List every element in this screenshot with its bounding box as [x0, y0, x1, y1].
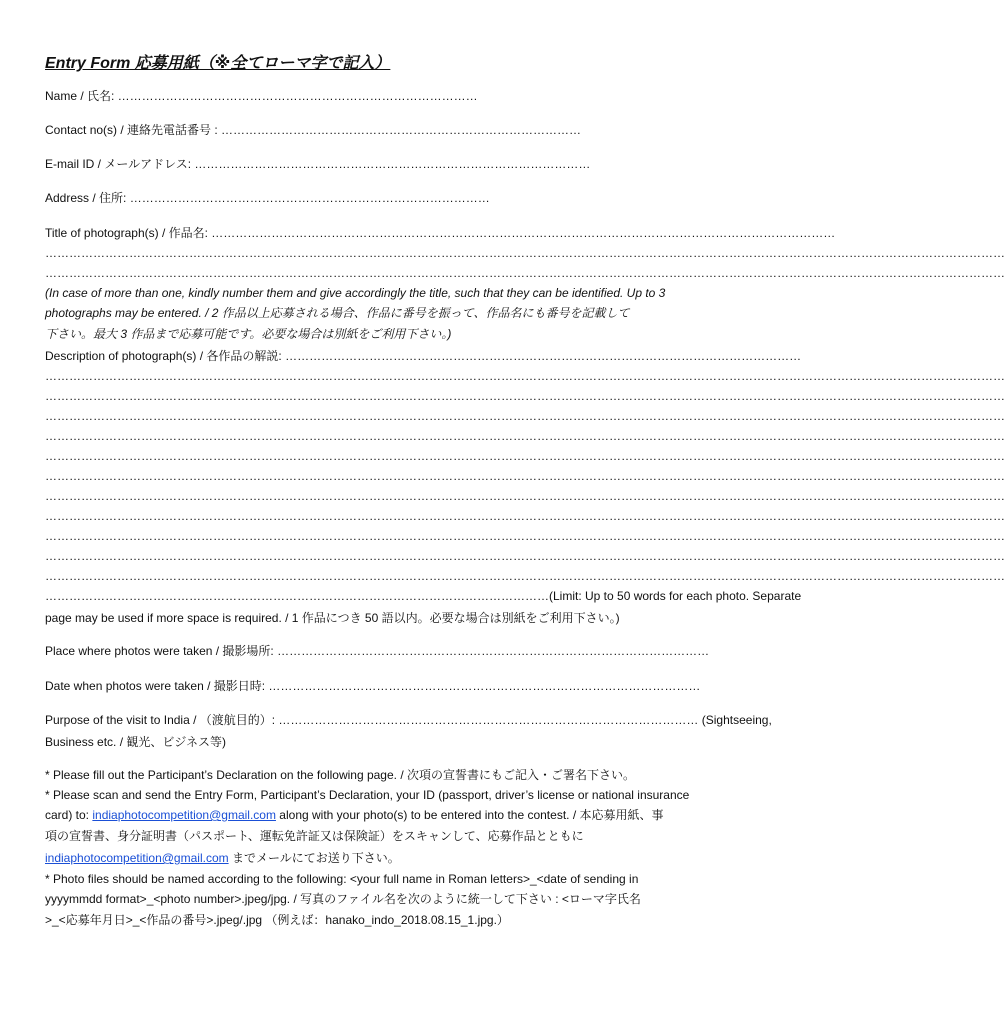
- place-field[interactable]: Place where photos were taken / 撮影場所: ………………………………………………………………………………………………: [45, 644, 710, 658]
- note-filename-line3: >_<応募年月日>_<作品の番号>.jpeg/.jpg （例えば：hanako_indo_2018.08.15_1.jpg.）: [45, 913, 509, 927]
- title-note-line3: 下さい。最大 3 作品まで応募可能です。必要な場合は別紙をご利用下さい。): [45, 327, 452, 341]
- note-declaration: * Please fill out the Participant’s Declaration on the following page. / 次項の宣誓書にもご記入・ご署名下さい。: [45, 768, 635, 782]
- note-scan-post: along with your photo(s) to be entered into the contest. / 本応募用紙、事: [275, 808, 664, 822]
- contact-field[interactable]: Contact no(s) / 連絡先電話番号 : ………………………………………………………………………………: [45, 123, 582, 137]
- form-title: Entry Form 応募用紙（※全てローマ字で記入）: [45, 55, 391, 72]
- email-link[interactable]: indiaphotocompetition@gmail.com: [92, 808, 276, 822]
- dotted-line[interactable]: ……………………………………………………………………………………………………………………………………………………………………………………………………………………: [45, 369, 1005, 383]
- limit-note-line2: page may be used if more space is required. / 1 作品につき 50 語以内。必要な場合は別紙をご利用下さい。): [45, 611, 620, 625]
- email-field[interactable]: E-mail ID / メールアドレス: ………………………………………………………………………………………: [45, 157, 591, 171]
- dotted-line[interactable]: ……………………………………………………………………………………………………………………………………………………………………………………………………………………: [45, 509, 1005, 523]
- dotted-line[interactable]: ……………………………………………………………………………………………………………………………………………………………………………………………………………………: [45, 569, 1005, 583]
- dotted-line[interactable]: ……………………………………………………………………………………………………………………………………………………………………………………………………………………: [45, 489, 1005, 503]
- purpose-field-line2: Business etc. / 観光、ビジネス等): [45, 735, 227, 749]
- dotted-line[interactable]: ……………………………………………………………………………………………………………………………………………………………………………………………………………………: [45, 429, 1005, 443]
- title-note-line2: photographs may be entered. / 2 作品以上応募される場合、作品に番号を振って、作品名にも番号を記載して: [45, 306, 630, 320]
- dotted-line[interactable]: ……………………………………………………………………………………………………………………………………………………………………………………………………………………: [45, 409, 1005, 423]
- dotted-line[interactable]: ……………………………………………………………………………………………………………………………………………………………………………………………………………………: [45, 266, 1005, 280]
- description-field[interactable]: Description of photograph(s) / 各作品の解説: …………………………………………………………………………………………………………………: [45, 349, 802, 363]
- dotted-line[interactable]: ……………………………………………………………………………………………………………………………………………………………………………………………………………………: [45, 469, 1005, 483]
- dotted-line[interactable]: ……………………………………………………………………………………………………………………………………………………………………………………………………………………: [45, 389, 1005, 403]
- note-scan-line1: * Please scan and send the Entry Form, Participant’s Declaration, your ID (passport, driver’s license or national insurance: [45, 788, 690, 802]
- purpose-field-line1[interactable]: Purpose of the visit to India / （渡航目的）: …………………………………………………………………………………………… (Sightseeing,: [45, 713, 772, 727]
- date-field[interactable]: Date when photos were taken / 撮影日時: ………………………………………………………………………………………………: [45, 679, 701, 693]
- dotted-line[interactable]: ……………………………………………………………………………………………………………………………………………………………………………………………………………………: [45, 529, 1005, 543]
- photo-title-field[interactable]: Title of photograph(s) / 作品名: …………………………………………………………………………………………………………………………………………: [45, 226, 836, 240]
- note-scan-line3: 項の宣誓書、身分証明書（パスポート、運転免許証又は保険証）をスキャンして、応募作品とともに: [45, 829, 584, 843]
- note-scan-line2: [45, 807, 727, 823]
- dotted-line[interactable]: ……………………………………………………………………………………………………………………………………………………………………………………………………………………: [45, 246, 1005, 260]
- title-note-line1: (In case of more than one, kindly number them and give accordingly the title, such that they can be identified. Up to 3: [45, 286, 666, 300]
- note-filename-line2: yyyymmdd format>_<photo number>.jpeg/jpg. / 写真のファイル名を次のように統一して下さい : <ローマ字氏名: [45, 892, 641, 906]
- address-field[interactable]: Address / 住所: ………………………………………………………………………………: [45, 191, 490, 205]
- note-scan-line4: [45, 850, 727, 866]
- note-scan-line4-post: までメールにてお送り下さい。: [228, 851, 400, 865]
- dotted-line[interactable]: ……………………………………………………………………………………………………………………………………………………………………………………………………………………: [45, 549, 1005, 563]
- limit-text: (Limit: Up to 50 words for each photo. Separate: [549, 589, 802, 603]
- note-filename-line1: * Photo files should be named according to the following: <your full name in Roman letters>_<date of sending in: [45, 872, 639, 886]
- email-link[interactable]: indiaphotocompetition@gmail.com: [45, 851, 229, 865]
- limit-note-line1: [45, 588, 802, 604]
- name-field[interactable]: Name / 氏名: ………………………………………………………………………………: [45, 89, 478, 103]
- dotted-line[interactable]: ……………………………………………………………………………………………………………………………………………………………………………………………………………………: [45, 449, 1005, 463]
- note-scan-pre: card) to:: [45, 808, 93, 822]
- limit-dots[interactable]: ………………………………………………………………………………………………………………: [45, 589, 549, 603]
